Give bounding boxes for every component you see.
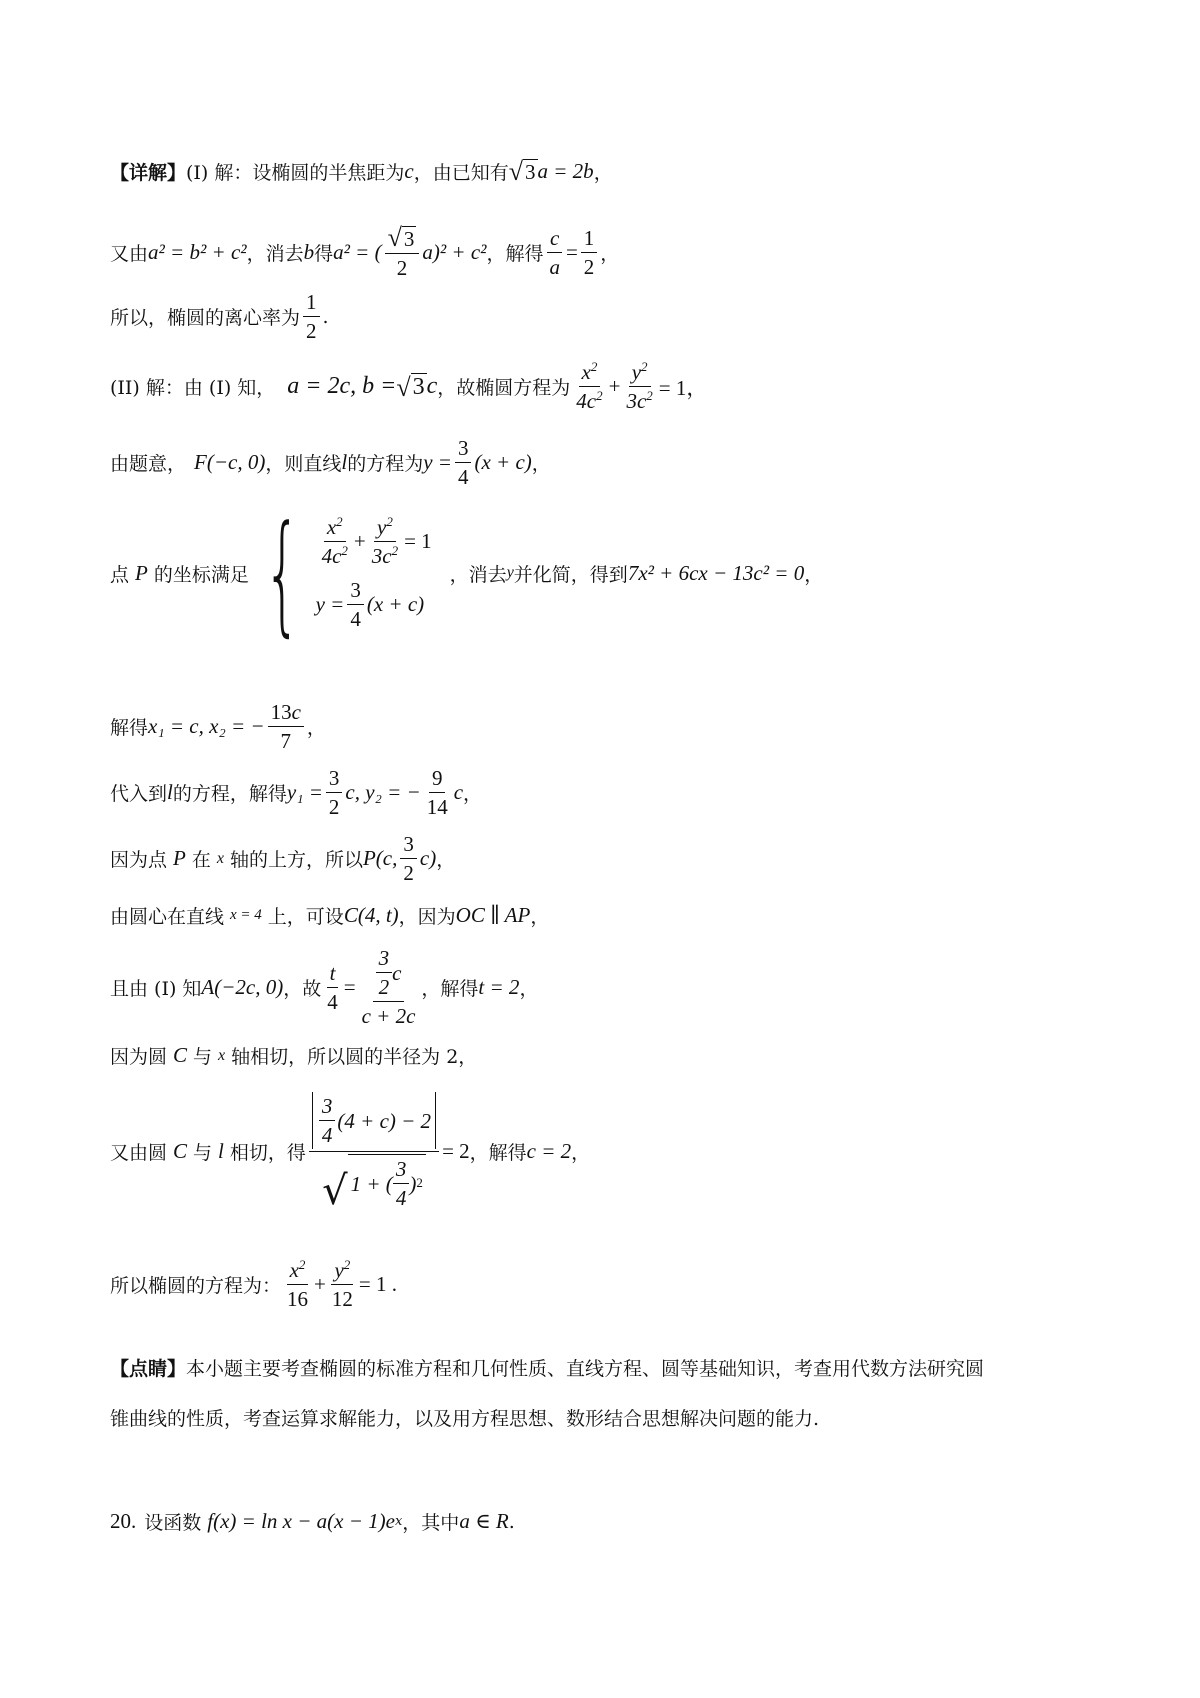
fraction: $\frac{x^2}{16}$: [287, 1257, 309, 1312]
math: 7x² + 6cx − 13c² = 0: [627, 560, 805, 585]
math: C: [173, 1138, 188, 1163]
fraction: $\frac{t}{4}$: [327, 960, 338, 1014]
sqrt-3: √ 3: [508, 156, 536, 186]
text: ，: [600, 243, 620, 266]
fraction: $\frac{x^2}{4c^2}$: [576, 359, 603, 414]
text: 上，可设: [267, 906, 344, 928]
text: 解得: [110, 717, 149, 740]
distance-fraction: $\frac{3}{4}$ (4 + c) − 2 √ 1 + ( $\frac{3}{4}$ ) 2: [309, 1092, 439, 1211]
text: ，故: [283, 977, 322, 1000]
fraction: $\frac{3}{2}$: [400, 832, 417, 885]
fraction: $\frac{13c}{7}$: [268, 700, 304, 753]
math: a = 2c, b =: [287, 373, 397, 400]
text: 并化简，得到: [513, 563, 628, 586]
comment-line-2: [110, 1404, 1140, 1431]
text: .: [322, 305, 329, 328]
text: 点: [110, 563, 130, 586]
solution-line-13: [110, 1092, 1140, 1214]
text: 且由 (I) 知: [110, 977, 202, 1000]
text: ，消去: [246, 243, 304, 266]
math: (x + c): [366, 592, 425, 617]
text: (I) 解：设椭圆的半焦距为: [186, 162, 405, 184]
fraction: $\frac{1}{2}$: [303, 290, 320, 343]
text: ，解得: [469, 1141, 527, 1164]
text: ，由已知有: [413, 162, 509, 184]
math: t = 2: [478, 974, 520, 999]
math: y₁ =: [286, 780, 323, 805]
text: ，: [804, 563, 824, 586]
text: ，: [571, 1141, 591, 1164]
math: a² = (: [333, 240, 382, 265]
math: l: [341, 450, 348, 475]
text: 的坐标满足: [153, 563, 249, 586]
math: c: [404, 159, 414, 183]
math: c = 2: [526, 1138, 572, 1163]
text: .: [508, 1510, 515, 1533]
math: y: [506, 564, 514, 581]
text: 由题意，: [110, 453, 187, 476]
text: 所以，椭圆的离心率为: [110, 307, 301, 330]
question-20: [110, 1508, 1140, 1535]
text: ，故椭圆方程为: [437, 377, 571, 400]
text: 本小题主要考查椭圆的标准方程和几何性质、直线方程、圆等基础知识，考查用代数方法研究圆: [186, 1358, 985, 1380]
math: a)² + c²: [422, 240, 487, 265]
text: ，解得: [486, 243, 544, 266]
text: ，解得: [421, 977, 479, 1000]
math: = 1，: [658, 375, 708, 400]
solution-line-9: [110, 832, 1140, 885]
math: b: [303, 240, 315, 265]
math: x: [394, 1514, 403, 1529]
text: ，消去: [449, 563, 507, 586]
text: 所以椭圆的方程为：: [110, 1275, 282, 1298]
math: x: [218, 1046, 226, 1064]
math: a ∈ R: [459, 1509, 509, 1533]
detail-tag: 【详解】: [110, 162, 187, 184]
text: ，: [463, 783, 483, 806]
solution-line-12: [110, 1042, 1140, 1069]
solution-line-7: [110, 700, 1140, 753]
math: (x + c): [474, 450, 532, 475]
text: 在: [191, 849, 211, 872]
fraction: $\frac{1}{2}$: [581, 226, 598, 279]
math: c, y₂ = −: [345, 780, 421, 805]
math: = 2: [442, 1138, 470, 1163]
comment-line-1: [110, 1354, 1140, 1381]
solution-line-10: [110, 902, 1140, 929]
math: A(−2c, 0): [201, 974, 284, 999]
math: OC ∥ AP: [455, 903, 531, 927]
math: C: [173, 1043, 188, 1067]
fraction: $\frac{3}{2}$: [326, 766, 343, 819]
math: =: [343, 974, 356, 999]
text: 由圆心在直线: [110, 906, 225, 928]
text: 得: [314, 243, 334, 266]
math: l: [167, 780, 173, 805]
math: c: [453, 780, 464, 805]
math: a = 2b: [537, 159, 594, 183]
math: x₁ = c, x₂ = −: [148, 714, 265, 739]
text: ，则直线: [265, 453, 342, 476]
fraction: √ 3 2: [385, 225, 420, 280]
solution-line-6: [110, 497, 1140, 649]
text: 设函数: [144, 1512, 202, 1534]
fraction: $\frac{y^2}{3c^2}$: [626, 359, 653, 414]
text: ，因为: [398, 906, 456, 928]
text: ，其中: [402, 1512, 460, 1534]
math: y =: [423, 450, 452, 475]
text: 的方程，解得: [172, 783, 287, 806]
text: 又由圆: [110, 1141, 168, 1164]
text: 又由: [110, 243, 149, 266]
sqrt: √ 3: [396, 372, 425, 402]
fraction: $\frac{3}{2}$ c c + 2c: [361, 946, 416, 1029]
math: x = 4: [230, 907, 262, 923]
text: ，: [530, 906, 550, 928]
solution-line-5: [110, 436, 1140, 489]
comment-tag: 【点睛】: [110, 1358, 187, 1380]
text: 轴的上方，所以: [229, 849, 363, 872]
solution-line-3: [110, 290, 1140, 343]
math: = 1 .: [358, 1272, 397, 1297]
math: a² = b² + c²: [148, 240, 247, 265]
text: 锥曲线的性质，考查运算求解能力，以及用方程思想、数形结合思想解决问题的能力.: [110, 1408, 820, 1430]
text: 轴相切，所以圆的半径为 2，: [231, 1046, 478, 1068]
math: P(c,: [362, 846, 398, 871]
math: F(−c, 0): [194, 450, 266, 475]
text: ，: [531, 453, 551, 476]
question-number: 20.: [110, 1509, 137, 1533]
math: l: [218, 1138, 224, 1163]
text: 因为点: [110, 849, 168, 872]
math: x: [216, 849, 224, 867]
fraction: $\frac{y^2}{12}$: [331, 1257, 353, 1312]
text: ，: [593, 162, 613, 184]
solution-line-11: [110, 946, 1140, 1028]
text: 与: [193, 1046, 213, 1068]
text: 相切，得: [229, 1141, 306, 1164]
text: ，: [306, 717, 326, 740]
text: 与: [193, 1141, 213, 1164]
text: ，: [519, 977, 539, 1000]
math: P: [135, 560, 148, 585]
solution-line-2: 又由 a² = b² + c² ，消去 b 得 a² = ( √ 3 2 a)² + c² ，解得 $\frac{c}{a}$ = $\frac{1}{2}$ ，: [110, 223, 620, 281]
text: ，: [436, 849, 456, 872]
equation-system: { $\frac{x^2}{4c^2}$ + $\frac{y^2}{3c^2}$ = 1 y = $\frac{3}{4}$ (x + c): [263, 497, 432, 649]
solution-line-14: 所以椭圆的方程为： $\frac{x^2}{16}$ + $\frac{y^2}{12}$ = 1 .: [110, 1257, 397, 1312]
math: C(4, t): [343, 903, 399, 927]
fraction: $\frac{c}{a}$: [546, 226, 563, 279]
fraction: $\frac{9}{14}$: [426, 766, 448, 820]
solution-line-1: [110, 158, 1140, 185]
fraction: $\frac{3}{4}$: [455, 436, 472, 489]
solution-line-4: (II) 解：由 (I) 知， a = 2c, b = √ 3 c ，故椭圆方程为 $\frac{x^2}{4c^2}$ + $\frac{y^2}{3c^2}$ = 1，: [110, 359, 708, 414]
text: 代入到: [110, 783, 168, 806]
math: f(x) = ln x − a(x − 1)e: [207, 1509, 395, 1533]
solution-line-8: [110, 766, 1140, 819]
text: 的方程为: [347, 453, 424, 476]
text: 因为圆: [110, 1046, 168, 1068]
math: P: [173, 846, 186, 871]
text: (II) 解：由 (I) 知，: [110, 377, 276, 400]
math: c): [419, 846, 437, 871]
